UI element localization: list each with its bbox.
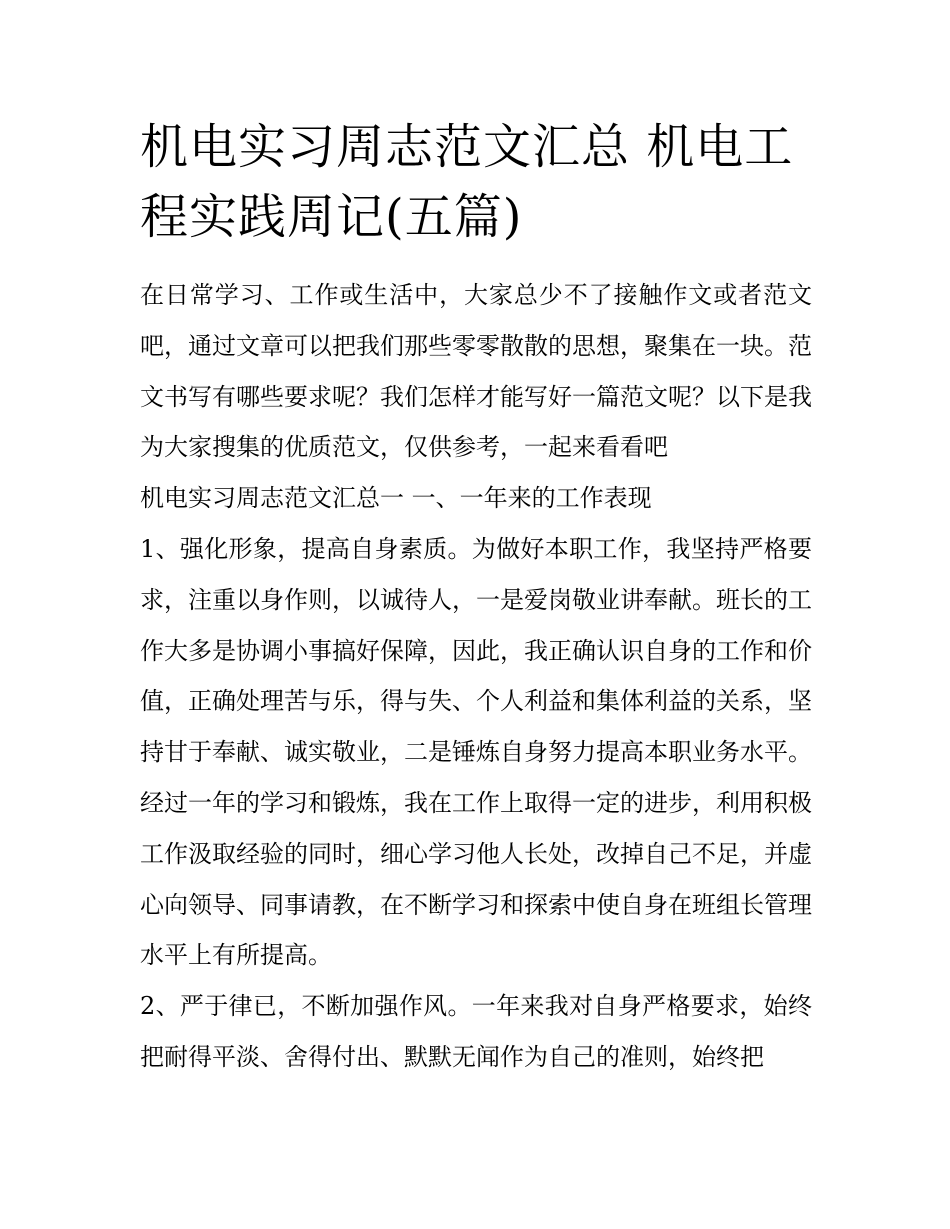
document-content	[140, 112, 812, 1083]
intro-paragraph: 在日常学习、工作或生活中，大家总少不了接触作文或者范文吧，通过文章可以把我们那些零零散散的思想，聚集在一块。范文书写有哪些要求呢？我们怎样才能写好一篇范文呢？以下是我为大家搜集的优质范文，仅供参考，一起来看看吧	[140, 281, 812, 462]
section-heading: 机电实习周志范文汇总一 一、一年来的工作表现	[140, 484, 652, 513]
document-title: 机电实习周志范文汇总 机电工程实践周记(五篇)	[140, 119, 794, 245]
paragraph-item-2: 2、严于律已，不断加强作风。一年来我对自身严格要求，始终把耐得平淡、舍得付出、默默无闻作为自己的准则，始终把	[140, 992, 812, 1071]
paragraph-item-1: 1、强化形象，提高自身素质。为做好本职工作，我坚持严格要求，注重以身作则，以诚待人，一是爱岗敬业讲奉献。班长的工作大多是协调小事搞好保障，因此，我正确认识自身的工作和价值，正确处理苦与乐，得与失、个人利益和集体利益的关系，坚持甘于奉献、诚实敬业，二是锤炼自身努力提高本职业务水平。经过一年的学习和锻炼，我在工作上取得一定的进步，利用积极工作汲取经验的同时，细心学习他人长处，改掉自己不足，并虚心向领导、同事请教，在不断学习和探索中使自身在班组长管理水平上有所提高。	[140, 534, 812, 970]
document-body	[140, 270, 812, 1083]
